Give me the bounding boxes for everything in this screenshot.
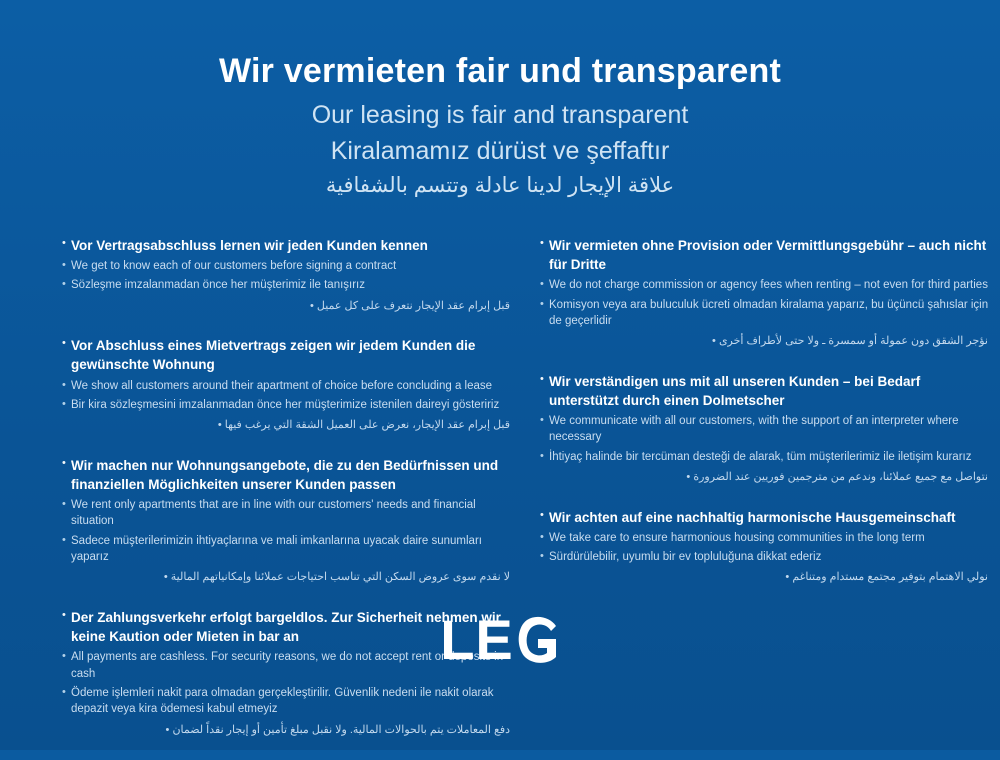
item-text-de: Vor Vertragsabschluss lernen wir jeden Kunden kennen	[71, 238, 428, 253]
item-text-ar	[62, 722, 512, 739]
item-text-de: Wir achten auf eine nachhaltig harmonische Hausgemeinschaft	[549, 509, 956, 525]
logo-text: LE	[440, 608, 514, 671]
bullet-icon: •	[62, 337, 66, 350]
bullet-icon: •	[217, 419, 225, 432]
bullet-icon: •	[540, 414, 544, 427]
bullet-icon: •	[62, 498, 66, 511]
bullet-icon: •	[540, 297, 544, 310]
item-text-en: We communicate with all our customers, with the support of an interpreter where necessary	[549, 415, 959, 444]
bullet-icon: •	[686, 471, 694, 484]
bullet-icon: •	[62, 378, 66, 391]
item-text-de: Wir verständigen uns mit all unseren Kunden – bei Bedarf unterstützt durch einen Dolmetscher	[549, 373, 921, 408]
item-text-ar	[62, 569, 512, 586]
item-text-ar	[540, 469, 990, 486]
list-item	[540, 372, 990, 486]
item-text-ar	[540, 569, 990, 586]
bullet-icon: •	[540, 278, 544, 291]
item-text-tr: Sadece müşterilerimizin ihtiyaçlarına ve mali imkanlarına uyacak daire sunumları yaparız	[71, 534, 482, 564]
page-title-en: Our leasing is fair and transparent	[311, 101, 689, 130]
item-text-tr: Sürdürülebilir, uyumlu bir ev topluluğuna dikkat ederiz	[549, 551, 822, 564]
content-columns	[0, 236, 1000, 760]
bullet-icon: •	[309, 299, 317, 312]
bullet-icon: •	[163, 571, 171, 584]
item-text-en: We get to know each of our customers before signing a contract	[71, 260, 397, 273]
left-column	[62, 236, 512, 760]
bullet-icon: •	[62, 397, 66, 410]
item-text-de: Wir vermieten ohne Provision oder Vermittlungsgebühr – auch nicht für Dritte	[549, 238, 987, 273]
item-text-en: All payments are cashless. For security reasons, we do not accept rent or deposits in cash	[71, 651, 504, 680]
item-text-tr: Komisyon veya ara buluculuk ücreti olmadan kiralama yaparız, bu üçüncü şahıslar için de geçerlidir	[549, 298, 989, 327]
bullet-icon: •	[540, 237, 544, 249]
bullet-icon: •	[785, 571, 793, 584]
bullet-icon: •	[540, 550, 544, 563]
bullet-icon: •	[62, 237, 66, 249]
item-text-ar-value: نؤجر الشقق دون عمولة أو سمسرة ـ ولا حتى لأطراف أخرى	[718, 335, 988, 348]
item-text-ar-value: نتواصل مع جميع عملائنا، وندعم من مترجمين فوريين عند الضرورة	[693, 471, 988, 484]
item-text-de: Der Zahlungsverkehr erfolgt bargeldlos. Zur Sicherheit nehmen wir keine Kaution oder Mieten in bar an	[71, 609, 501, 645]
list-item	[62, 336, 512, 433]
list-item	[62, 236, 512, 314]
page-title-ar: علاقة الإيجار لدينا عادلة وتتسم بالشفافية	[325, 174, 675, 198]
item-text-tr: İhtiyaç halinde bir tercüman desteği de alarak, tüm müşterilerimiz ile iletişim kurarız	[549, 450, 972, 463]
leg-logo	[0, 607, 1000, 672]
bullet-icon: •	[62, 259, 66, 272]
item-text-tr: Ödeme işlemleri nakit para olmadan gerçekleştirilir. Güvenlik nedeni ile nakit olarak depazit veya kira ödemesi kabul etmeyiz	[71, 686, 494, 716]
bullet-icon: •	[62, 685, 66, 698]
item-text-ar	[540, 333, 990, 350]
item-text-tr: Bir kira sözleşmesini imzalanmadan önce her müşterimize istenilen daireyi gösteririz	[71, 398, 500, 411]
item-text-en: We take care to ensure harmonious housing communities in the long term	[549, 531, 925, 544]
item-text-en: We do not charge commission or agency fees when renting – not even for third parties	[549, 279, 988, 292]
page-title-tr: Kiralamamız dürüst ve şeffaftır	[330, 137, 670, 166]
bullet-icon: •	[540, 508, 544, 521]
item-text-ar-value: قبل إبرام عقد الإيجار نتعرف على كل عميل	[316, 299, 510, 312]
item-text-ar-value: دفع المعاملات يتم بالحوالات المالية. ولا نقبل مبلغ تأمين أو إيجار نقداً لضمان	[172, 723, 510, 736]
heading-block	[0, 0, 1000, 199]
bullet-icon: •	[712, 335, 719, 348]
bullet-icon: •	[62, 278, 66, 291]
bullet-icon: •	[62, 533, 66, 546]
bullet-icon: •	[540, 372, 544, 385]
bullet-icon: •	[62, 608, 66, 621]
bullet-icon: •	[62, 456, 66, 469]
item-text-ar-value: نولي الاهتمام بتوفير مجتمع مستدام ومتناغم	[792, 571, 988, 584]
bullet-icon: •	[540, 530, 544, 543]
item-text-ar-value: قبل إبرام عقد الإيجار، نعرض على العميل الشقة التي يرغب فيها	[224, 419, 510, 432]
item-text-ar	[62, 298, 512, 315]
page-title-de: Wir vermieten fair und transparent	[219, 52, 781, 90]
item-text-tr: Sözleşme imzalanmadan önce her müşterimiz ile tanışırız	[71, 279, 366, 292]
list-item	[62, 456, 512, 586]
item-text-en: We rent only apartments that are in line with our customers' needs and financial situation	[71, 499, 476, 528]
item-text-ar-value: لا نقدم سوى عروض السكن التي تناسب احتياجات عملائنا وإمكانياتهم المالية	[170, 571, 510, 584]
bullet-icon: •	[165, 723, 173, 736]
item-text-de: Vor Abschluss eines Mietvertrags zeigen wir jedem Kunden die gewünschte Wohnung	[71, 338, 476, 373]
item-text-de: Wir machen nur Wohnungsangebote, die zu den Bedürfnissen und finanziellen Möglichkeiten unserer Kunden passen	[71, 457, 499, 492]
right-column	[540, 236, 990, 760]
item-text-en: We show all customers around their apartment of choice before concluding a lease	[71, 379, 493, 392]
logo-g-icon	[514, 612, 560, 668]
item-text-ar	[62, 417, 512, 434]
bullet-icon: •	[540, 449, 544, 462]
list-item	[540, 508, 990, 586]
list-item	[540, 236, 990, 350]
bullet-icon: •	[62, 650, 66, 663]
